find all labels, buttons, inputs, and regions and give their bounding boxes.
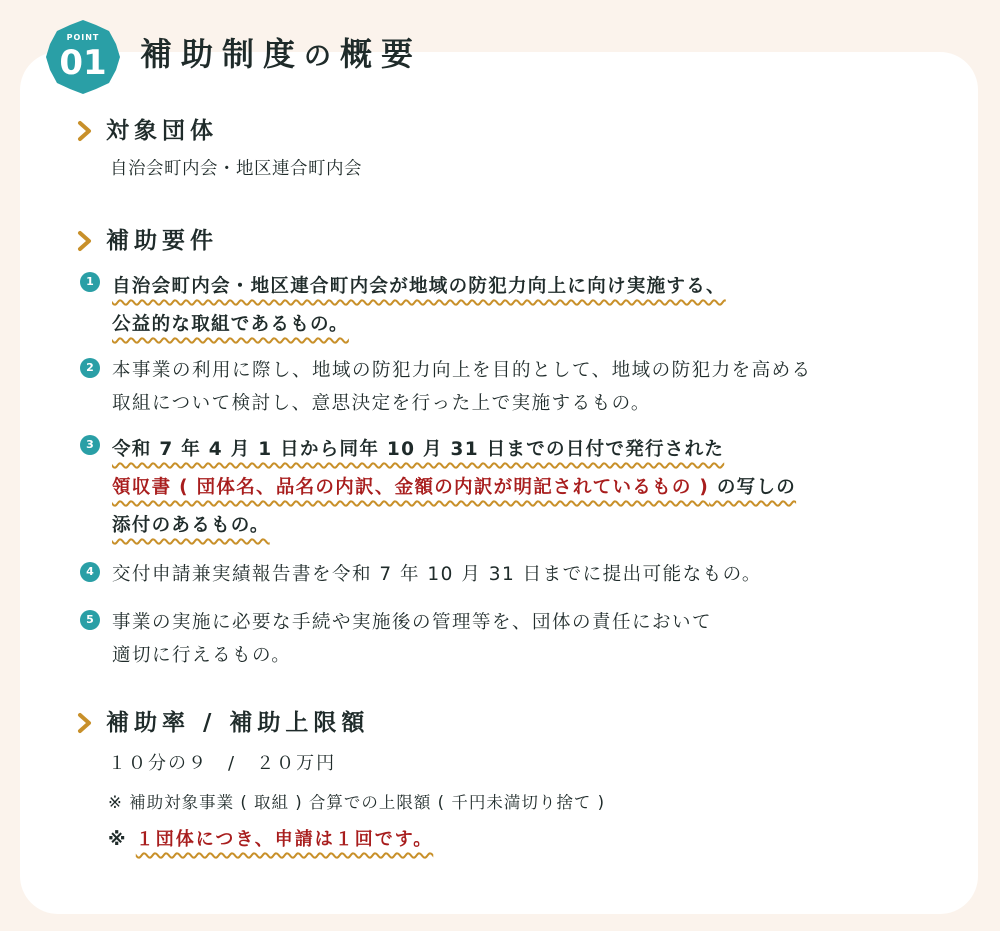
title-tail: 概要 [340, 35, 423, 73]
title-main: 補助制度 [140, 35, 305, 73]
badge-label: POINT [66, 33, 100, 42]
number-badge: 4 [80, 562, 100, 582]
section-heading-label: 補助要件 [106, 228, 218, 254]
rate-note: ※ 補助対象事業 ( 取組 ) 合算での上限額 ( 千円未満切り捨て ) [108, 793, 606, 812]
section-heading-target [76, 114, 218, 148]
requirement-line: 交付申請兼実績報告書を令和 7 年 10 月 31 日までに提出可能なもの。 [112, 564, 762, 585]
requirement-line: 取組について検討し、意思決定を行った上で実施するもの。 [112, 393, 651, 414]
badge-number: 01 [59, 43, 107, 83]
note-mark: ※ [108, 829, 128, 850]
number-badge: 1 [80, 272, 100, 292]
application-limit-note: １団体につき、申請は１回です。 [135, 829, 434, 850]
page-title [140, 30, 422, 81]
section-heading-requirements [76, 224, 218, 258]
number-badge: 5 [80, 610, 100, 630]
requirement-line: 本事業の利用に際し、地域の防犯力向上を目的として、地域の防犯力を高める [112, 360, 812, 381]
rate-note-highlight [108, 825, 433, 855]
point-badge [44, 18, 122, 96]
requirement-line-tail: の写しの [709, 477, 797, 498]
requirement-line: 公益的な取組であるもの。 [112, 314, 349, 335]
requirement-line [112, 469, 796, 507]
section-heading-rate [76, 706, 369, 740]
target-body: 自治会町内会・地区連合町内会 [110, 159, 362, 179]
rate-value: １０分の９ / ２０万円 [108, 753, 337, 774]
requirement-line: 添付のあるもの。 [112, 515, 270, 536]
chevron-right-icon [76, 712, 94, 734]
requirement-line: 適切に行えるもの。 [112, 645, 292, 666]
requirement-line: 事業の実施に必要な手続や実施後の管理等を、団体の責任において [112, 612, 713, 633]
section-heading-label: 対象団体 [106, 118, 218, 144]
section-heading-label: 補助率 / 補助上限額 [106, 710, 370, 736]
chevron-right-icon [76, 120, 94, 142]
title-particle: の [304, 41, 341, 72]
number-badge: 3 [80, 435, 100, 455]
requirement-line: 令和 7 年 4 月 1 日から同年 10 月 31 日までの日付で発行された [112, 439, 725, 460]
requirement-line: 自治会町内会・地区連合町内会が地域の防犯力向上に向け実施する、 [112, 276, 726, 297]
chevron-right-icon [76, 230, 94, 252]
number-badge: 2 [80, 358, 100, 378]
receipt-highlight: 領収書 ( 団体名、品名の内訳、金額の内訳が明記されているもの ) [112, 477, 710, 498]
